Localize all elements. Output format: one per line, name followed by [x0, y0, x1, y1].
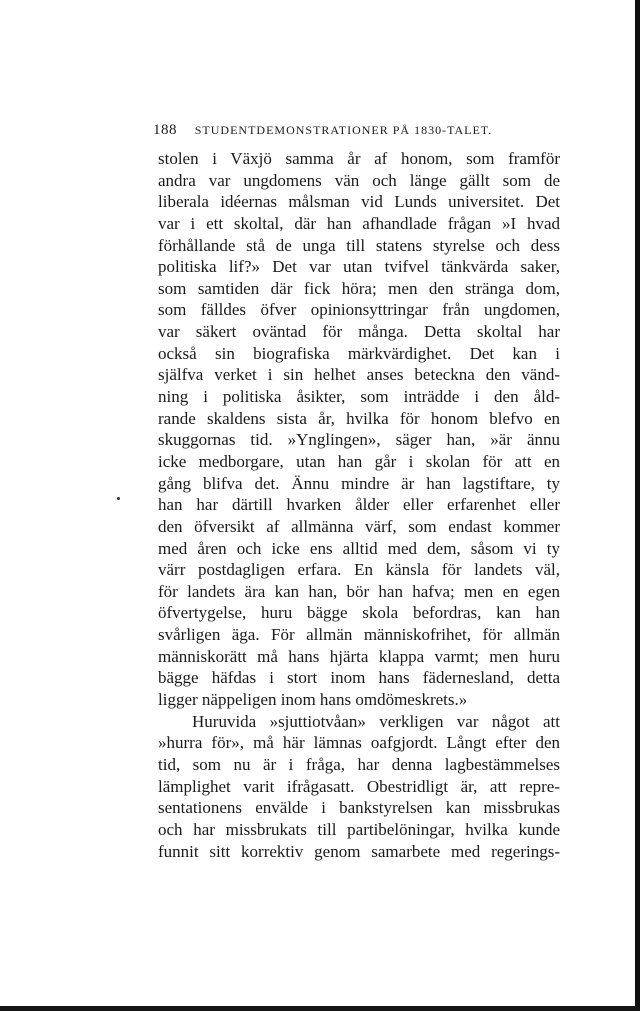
text-line: skuggornas tid. »Ynglingen», säger han, »är ännu	[158, 430, 560, 450]
text-line: var i ett skoltal, där han afhandlade frågan »I hvad	[158, 213, 560, 233]
page-header	[153, 122, 568, 139]
text-line: icke medborgare, utan han går i skolan för att en	[158, 451, 560, 471]
scan-edge-bottom	[0, 1006, 640, 1011]
text-line: lämplighet varit ifrågasatt. Obestridligt är, att repre-	[158, 776, 560, 796]
text-line: människorätt må hans hjärta klappa varmt; men huru	[158, 646, 560, 666]
text-line: han har därtill hvarken ålder eller erfarenhet eller	[158, 495, 560, 515]
text-line: och har missbrukats till partibelöningar, hvilka kunde	[158, 819, 560, 839]
text-line: som fälldes öfver opinionsyttringar från ungdomen,	[158, 300, 560, 320]
text-line: ning i politiska åsikter, som inträdde i den åld-	[158, 387, 560, 407]
text-line: andra var ungdomens vän och länge gällt som de	[158, 170, 560, 190]
text-line: den öfversikt af allmänna värf, som endast kommer	[158, 516, 560, 536]
text-line: värr postdagligen erfara. En känsla för landets väl,	[158, 560, 560, 580]
text-line: sentationens envälde i bankstyrelsen kan missbrukas	[158, 798, 560, 818]
text-line: funnit sitt korrektiv genom samarbete med regerings-	[158, 841, 560, 861]
text-line: ligger näppeligen inom hans omdömeskrets.»	[158, 690, 468, 710]
text-line: som samtiden där fick höra; men den stränga dom,	[158, 278, 560, 298]
text-line: för landets ära kan han, bör han hafva; men en egen	[158, 581, 560, 601]
text-line: med åren och icke ens alltid med dem, såsom vi ty	[158, 538, 560, 558]
text-line: också sin biografiska märkvärdighet. Det kan i	[158, 343, 560, 363]
text-line: tid, som nu är i fråga, har denna lagbestämmelses	[158, 754, 560, 774]
text-line: politiska lif?» Det var utan tvifvel tänkvärda saker,	[158, 257, 560, 277]
text-line: »hurra för», må här lämnas oafgjordt. Långt efter den	[158, 733, 560, 753]
text-line: förhållande stå de unga till statens styrelse och dess	[158, 235, 560, 255]
text-line: var säkert oväntad för många. Detta skoltal har	[158, 322, 560, 342]
page-number: 188	[153, 122, 177, 138]
text-line: svårligen äga. För allmän människofrihet, för allmän	[158, 625, 560, 645]
text-line: själfva verket i sin helhet anses beteckna den vänd-	[158, 365, 560, 385]
margin-speck	[117, 497, 120, 500]
text-line: gång blifva det. Ännu mindre är han lagstiftare, ty	[158, 473, 560, 493]
scan-edge-right	[635, 0, 640, 1011]
text-line: Huruvida »sjuttiotvåan» verkligen var något att	[192, 711, 560, 731]
running-title: STUDENTDEMONSTRATIONER PÅ 1830-TALET.	[194, 123, 493, 137]
text-line: liberala idéernas målsman vid Lunds universitet. Det	[158, 192, 560, 212]
text-line: bägge häfdas i stort inom hans fädernesland, detta	[158, 668, 560, 688]
text-line: rande skaldens sista år, hvilka för honom blefvo en	[158, 408, 560, 428]
body-text	[158, 148, 560, 862]
text-line: öfvertygelse, huru bägge skola befordras, kan han	[158, 603, 560, 623]
text-line: stolen i Växjö samma år af honom, som framför	[158, 149, 560, 168]
